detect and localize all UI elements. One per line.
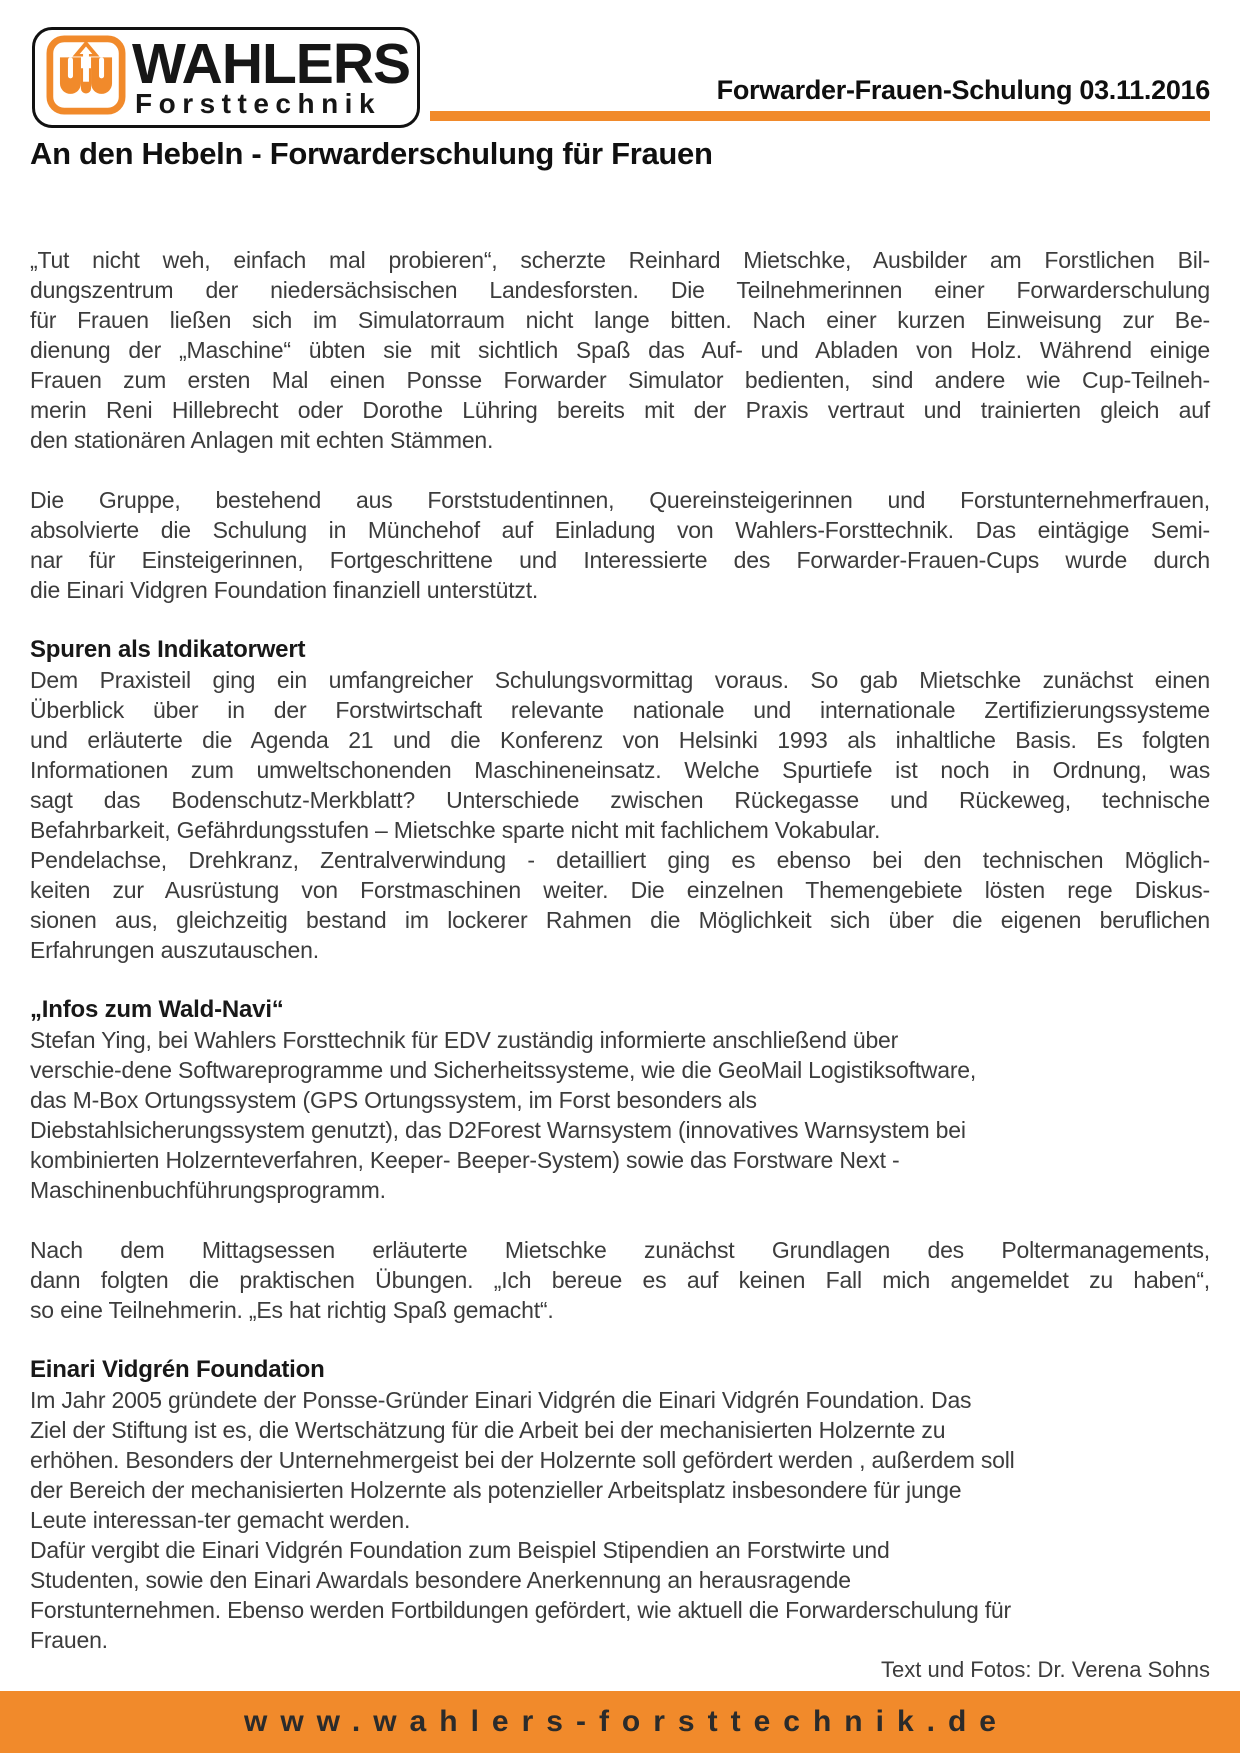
article-body <box>30 245 1210 1685</box>
text-line: sionen aus, gleichzeitig bestand im lockerer Rahmen die Möglichkeit sich über die eigenen beruflichen <box>30 907 1210 933</box>
text-line: absolvierte die Schulung in Münchehof auf Einladung von Wahlers-Forsttechnik. Das eintägige Semi- <box>30 517 1210 543</box>
text-line: dungszentrum der niedersächsischen Landesforsten. Die Teilnehmerinnen einer Forwarderschulung <box>30 277 1210 303</box>
text-line: Nach dem Mittagsessen erläuterte Mietschke zunächst Grundlagen des Poltermanagements, <box>30 1237 1210 1263</box>
text-line: der Bereich der mechanisierten Holzernte als potenzieller Arbeitsplatz insbesondere für junge <box>30 1477 962 1503</box>
text-line: Studenten, sowie den Einari Awardals besondere Anerkennung an herausragende <box>30 1567 851 1593</box>
section-heading: Einari Vidgrén Foundation <box>30 1356 325 1383</box>
text-line: Frauen zum ersten Mal einen Ponsse Forwarder Simulator bedienten, sind andere wie Cup-Teilneh- <box>30 367 1210 393</box>
website-url: www.wahlers-forsttechnik.de <box>244 1705 1009 1738</box>
text-line: „Tut nicht weh, einfach mal probieren“, scherzte Reinhard Mietschke, Ausbilder am Forstlichen Bil- <box>30 247 1210 273</box>
document-title: Forwarder-Frauen-Schulung 03.11.2016 <box>716 75 1210 105</box>
header-accent-rule <box>430 111 1210 121</box>
text-line: Frauen. <box>30 1627 108 1653</box>
text-line: Überblick über in der Forstwirtschaft relevante nationale und internationale Zertifizierungssysteme <box>30 697 1210 723</box>
text-line: und erläuterte die Agenda 21 und die Konferenz von Helsinki 1993 als inhaltliche Basis. Es folgten <box>30 727 1210 753</box>
text-line: erhöhen. Besonders der Unternehmergeist bei der Holzernte soll gefördert werden , außerdem soll <box>30 1447 1015 1473</box>
text-line: Ziel der Stiftung ist es, die Wertschätzung für die Arbeit bei der mechanisierten Holzernte zu <box>30 1417 946 1443</box>
text-line: verschie-dene Softwareprogramme und Sicherheitssysteme, wie die GeoMail Logistiksoftware, <box>30 1057 977 1083</box>
text-line: Pendelachse, Drehkranz, Zentralverwindung - detailliert ging es ebenso bei den technischen Möglich- <box>30 847 1210 873</box>
paragraph <box>30 1235 1210 1325</box>
text-line: für Frauen ließen sich im Simulatorraum nicht lange bitten. Nach einer kurzen Einweisung zur Be- <box>30 307 1210 333</box>
footer-bar <box>0 1691 1240 1753</box>
text-line: Maschinenbuchführungsprogramm. <box>30 1177 386 1203</box>
text-line: Im Jahr 2005 gründete der Ponsse-Gründer Einari Vidgrén die Einari Vidgrén Foundation. Das <box>30 1387 972 1413</box>
text-line: Dafür vergibt die Einari Vidgrén Foundation zum Beispiel Stipendien an Forstwirte und <box>30 1537 890 1563</box>
text-line: sagt das Bodenschutz-Merkblatt? Unterschiede zwischen Rückegasse und Rückeweg, technische <box>30 787 1210 813</box>
text-line: so eine Teilnehmerin. „Es hat richtig Spaß gemacht“. <box>30 1297 554 1323</box>
byline: Text und Fotos: Dr. Verena Sohns <box>881 1657 1210 1682</box>
logo-wordmark: WAHLERS <box>132 31 410 96</box>
text-line: Dem Praxisteil ging ein umfangreicher Schulungsvormittag voraus. So gab Mietschke zunächst einen <box>30 667 1210 693</box>
text-line: merin Reni Hillebrecht oder Dorothe Lühring bereits mit der Praxis vertraut und trainierten gleich auf <box>30 397 1210 423</box>
header-right <box>430 76 1210 121</box>
text-line: Leute interessan-ter gemacht werden. <box>30 1507 411 1533</box>
paragraph <box>30 1025 1210 1205</box>
section-heading: „Infos zum Wald-Navi“ <box>30 996 284 1023</box>
text-line: keiten zur Ausrüstung von Forstmaschinen weiter. Die einzelnen Themengebiete lösten rege Diskus- <box>30 877 1210 903</box>
paragraph <box>30 245 1210 455</box>
text-line: Befahrbarkeit, Gefährdungsstufen – Mietschke sparte nicht mit fachlichem Vokabular. <box>30 817 881 843</box>
paragraph <box>30 485 1210 605</box>
text-line: Erfahrungen auszutauschen. <box>30 937 319 963</box>
section-heading: Spuren als Indikatorwert <box>30 636 306 663</box>
text-line: dienung der „Maschine“ übten sie mit sichtlich Spaß das Auf- und Abladen von Holz. Während einige <box>30 337 1210 363</box>
text-line: dann folgten die praktischen Übungen. „Ich bereue es auf keinen Fall mich angemeldet zu haben“, <box>30 1267 1210 1293</box>
text-line: Informationen zum umweltschonenden Maschineneinsatz. Welche Spurtiefe ist noch in Ordnung, was <box>30 757 1210 783</box>
text-line: kombinierten Holzernteverfahren, Keeper- Beeper-System) sowie das Forstware Next - <box>30 1147 900 1173</box>
text-line: Forstunternehmen. Ebenso werden Fortbildungen gefördert, wie aktuell die Forwarderschulung für <box>30 1597 1011 1623</box>
text-line: das M-Box Ortungssystem (GPS Ortungssystem, im Forst besonders als <box>30 1087 757 1113</box>
company-logo <box>32 27 420 128</box>
text-line: Diebstahlsicherungssystem genutzt), das D2Forest Warnsystem (innovatives Warnsystem bei <box>30 1117 966 1143</box>
paragraph <box>30 665 1210 965</box>
text-line: die Einari Vidgren Foundation finanziell unterstützt. <box>30 577 539 603</box>
article-title: An den Hebeln - Forwarderschulung für Frauen <box>30 136 713 171</box>
logo-subtitle: Forsttechnik <box>135 87 382 119</box>
text-line: den stationären Anlagen mit echten Stämmen. <box>30 427 494 453</box>
text-line: nar für Einsteigerinnen, Fortgeschrittene und Interessierte des Forwarder-Frauen-Cups wurde durch <box>30 547 1210 573</box>
paragraph <box>30 1385 1210 1655</box>
text-line: Stefan Ying, bei Wahlers Forsttechnik für EDV zuständig informierte anschließend über <box>30 1027 899 1053</box>
text-line: Die Gruppe, bestehend aus Forststudentinnen, Quereinsteigerinnen und Forstunternehmerfrauen, <box>30 487 1210 513</box>
w-arrow-icon <box>44 33 128 122</box>
